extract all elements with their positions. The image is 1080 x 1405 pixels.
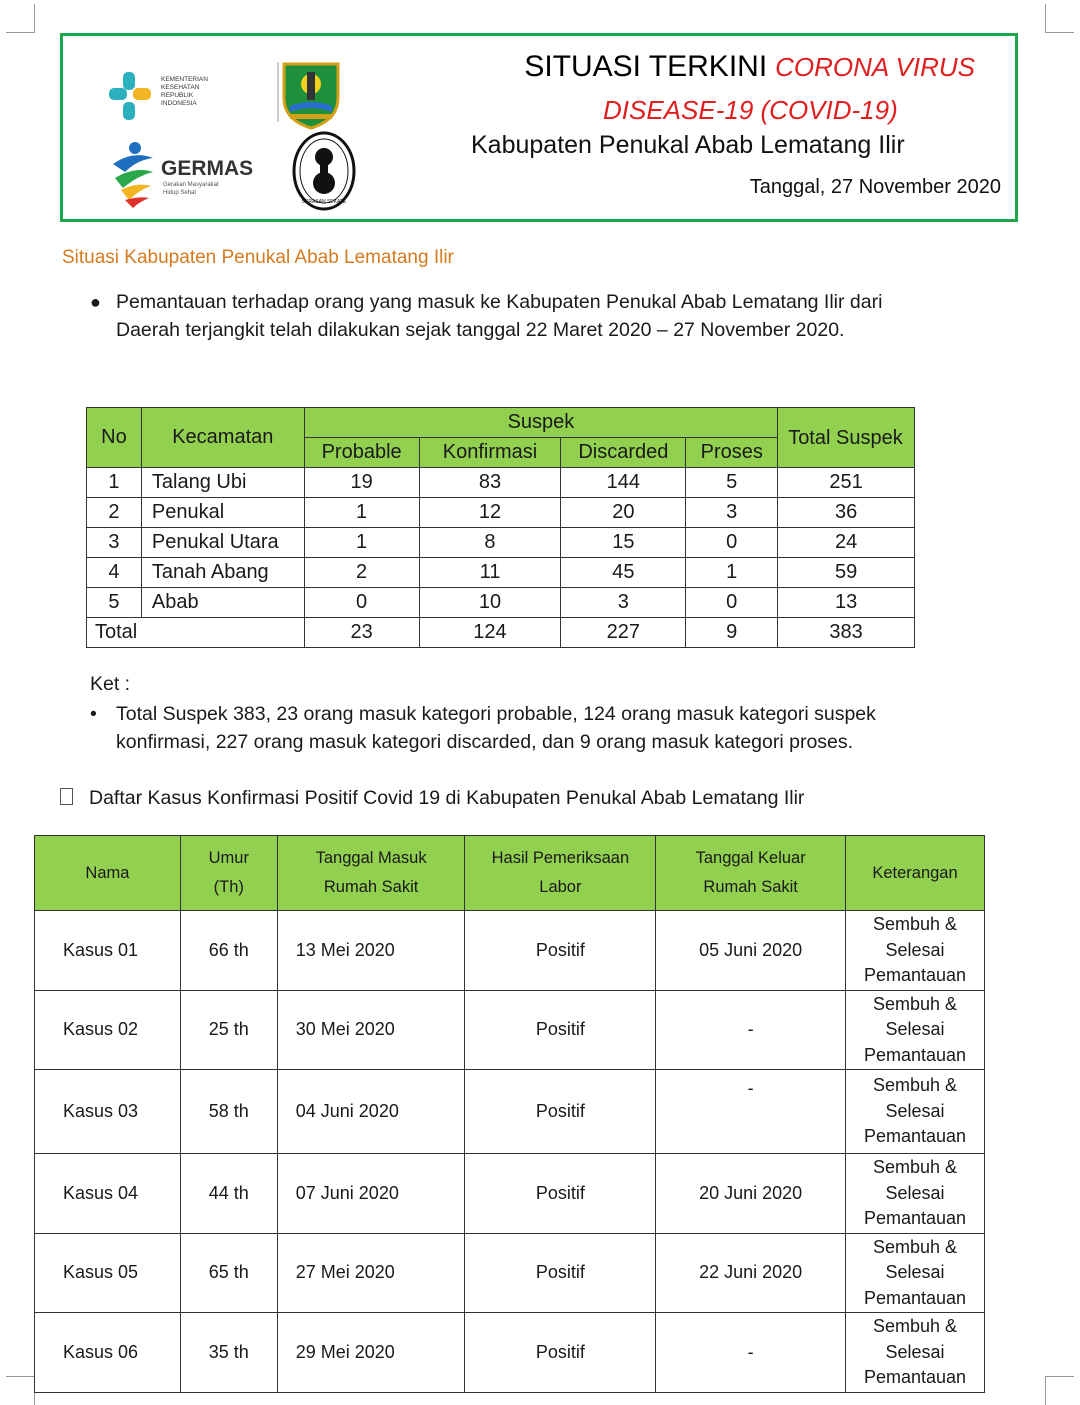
ket-line-2: Selesai (885, 1182, 945, 1203)
cell-tgl-keluar: - (656, 1070, 846, 1154)
col-header-tgl-keluar-2: Rumah Sakit (703, 878, 798, 896)
ket-line-2: Selesai (885, 1019, 945, 1039)
table-row (35, 1070, 985, 1154)
missing-glyph-box-icon (60, 788, 73, 805)
ket-line-1: Sembuh & (872, 1316, 958, 1336)
col-header-probable: Probable (304, 438, 419, 468)
table-row (87, 558, 915, 588)
col-header-suspek: Suspek (304, 408, 778, 438)
cell-tgl-masuk: 04 Juni 2020 (277, 1070, 465, 1154)
ket-bullet-symbol: • (90, 703, 97, 725)
crop-mark-bottom-right (1045, 1376, 1074, 1405)
cell-keterangan (846, 990, 985, 1070)
kemenkes-logo-text-3: REPUBLIK (161, 92, 194, 99)
cell-nama: Kasus 06 (35, 1313, 181, 1393)
ket-line-2: Selesai (885, 1100, 945, 1121)
cell-probable: 1 (304, 498, 419, 528)
col-header-umur (180, 836, 277, 911)
cell-kecamatan: Penukal Utara (141, 528, 304, 558)
cell-kecamatan: Talang Ubi (141, 468, 304, 498)
cell-hasil: Positif (465, 1233, 656, 1313)
situasi-bullet-text: Pemantauan terhadap orang yang masuk ke Kabupaten Penukal Abab Lematang Ilir dari Daerah terjangkit telah dilakukan sejak tanggal 22 Maret 2020 – 27 November 2020. (116, 291, 883, 341)
col-header-tgl-keluar (656, 836, 846, 911)
ket-line-2: Selesai (885, 939, 945, 960)
cell-tgl-keluar: 20 Juni 2020 (656, 1154, 846, 1234)
cell-hasil: Positif (465, 1070, 656, 1154)
germas-logo (107, 138, 267, 210)
cell-proses: 1 (686, 558, 778, 588)
cell-total-label: Total (87, 618, 305, 648)
cell-total-total: 383 (778, 618, 915, 648)
kasus-heading (60, 787, 804, 810)
cell-tgl-keluar: 05 Juni 2020 (656, 911, 846, 991)
cell-proses: 3 (686, 498, 778, 528)
ket-line-3: Pemantauan (863, 1287, 967, 1308)
report-header (60, 33, 1018, 222)
cell-total: 59 (778, 558, 915, 588)
ket-bullet-text: Total Suspek 383, 23 orang masuk kategori probable, 124 orang masuk kategori suspek konfirmasi, 227 orang masuk kategori discarded, dan 9 orang masuk kategori proses. (116, 703, 876, 753)
situasi-bullet (90, 288, 910, 344)
ket-line-1: Sembuh & (872, 1236, 958, 1257)
col-header-hasil-1: Hasil Pemeriksaan (491, 849, 630, 867)
cell-umur: 66 th (180, 911, 277, 991)
cell-keterangan (846, 1070, 985, 1154)
kemenkes-logo-text-4: INDONESIA (161, 100, 197, 107)
table-row (87, 588, 915, 618)
cell-konfirmasi: 11 (419, 558, 561, 588)
ket-line-2: Selesai (885, 1341, 945, 1362)
cell-konfirmasi: 8 (419, 528, 561, 558)
germas-logo-text: GERMAS (161, 157, 254, 180)
cell-umur: 44 th (180, 1154, 277, 1234)
col-header-total-suspek: Total Suspek (778, 408, 915, 468)
col-header-discarded: Discarded (561, 438, 686, 468)
kasus-table (34, 835, 985, 1393)
cell-probable: 0 (304, 588, 419, 618)
table-row (35, 1154, 985, 1234)
germas-logo-sub-1: Gerakan Masyarakat (163, 182, 219, 188)
suspek-table (86, 407, 915, 648)
col-header-tgl-masuk-1: Tanggal Masuk (315, 849, 427, 867)
cell-no: 3 (87, 528, 142, 558)
cell-total: 251 (778, 468, 915, 498)
kasus-heading-text: Daftar Kasus Konfirmasi Positif Covid 19 di Kabupaten Penukal Abab Lematang Ilir (89, 787, 805, 809)
cell-kecamatan: Abab (141, 588, 304, 618)
cell-total-proses: 9 (686, 618, 778, 648)
cell-kecamatan: Tanah Abang (141, 558, 304, 588)
cell-total: 36 (778, 498, 915, 528)
col-header-umur-2: (Th) (213, 878, 244, 896)
cell-discarded: 45 (561, 558, 686, 588)
cell-tgl-masuk: 29 Mei 2020 (277, 1313, 465, 1393)
cell-konfirmasi: 10 (419, 588, 561, 618)
col-header-tgl-masuk (277, 836, 465, 911)
germas-logo-sub-2: Hidup Sehat (163, 190, 197, 196)
col-header-hasil-2: Labor (539, 878, 582, 896)
col-header-umur-1: Umur (208, 849, 249, 867)
cell-umur: 65 th (180, 1233, 277, 1313)
cell-hasil: Positif (465, 911, 656, 991)
cell-keterangan (846, 1154, 985, 1234)
col-header-kecamatan: Kecamatan (141, 408, 304, 468)
cell-tgl-keluar: 22 Juni 2020 (656, 1233, 846, 1313)
situasi-heading: Situasi Kabupaten Penukal Abab Lematang Ilir (62, 247, 454, 268)
cell-probable: 2 (304, 558, 419, 588)
cell-tgl-masuk: 30 Mei 2020 (277, 990, 465, 1070)
ket-line-1: Sembuh & (872, 1157, 958, 1177)
cell-total: 24 (778, 528, 915, 558)
col-header-no: No (87, 408, 142, 468)
cell-keterangan (846, 1233, 985, 1313)
col-header-nama: Nama (35, 836, 181, 911)
report-title-red-1: CORONA VIRUS (775, 52, 975, 82)
col-header-hasil (465, 836, 656, 911)
pali-emblem-logo (276, 58, 346, 130)
col-header-tgl-masuk-2: Rumah Sakit (323, 878, 419, 896)
cell-discarded: 144 (561, 468, 686, 498)
cell-tgl-keluar: - (656, 990, 846, 1070)
cell-nama: Kasus 05 (35, 1233, 181, 1313)
cell-tgl-masuk: 13 Mei 2020 (277, 911, 465, 991)
cell-no: 4 (87, 558, 142, 588)
cell-nama: Kasus 03 (35, 1070, 181, 1154)
col-header-keterangan: Keterangan (846, 836, 985, 911)
col-header-konfirmasi: Konfirmasi (419, 438, 561, 468)
crop-mark-bottom-left (6, 1376, 35, 1405)
report-title (524, 50, 975, 84)
ket-line-1: Sembuh & (872, 1075, 958, 1096)
cell-total-konfirmasi: 124 (419, 618, 561, 648)
crop-mark-top-left (6, 4, 35, 33)
cell-tgl-masuk: 07 Juni 2020 (277, 1154, 465, 1234)
cell-proses: 5 (686, 468, 778, 498)
report-title-main: SITUASI TERKINI (524, 50, 768, 83)
table-row (35, 1233, 985, 1313)
cell-nama: Kasus 04 (35, 1154, 181, 1234)
ket-line-3: Pemantauan (863, 965, 967, 985)
cell-total: 13 (778, 588, 915, 618)
table-row (35, 990, 985, 1070)
ket-line-1: Sembuh & (872, 993, 958, 1014)
report-date: Tanggal, 27 November 2020 (749, 176, 1001, 198)
ket-label: Ket : (90, 673, 131, 695)
cell-total-discarded: 227 (561, 618, 686, 648)
kemenkes-logo-text-1: KEMENTERIAN (161, 76, 208, 83)
cell-tgl-keluar: - (656, 1313, 846, 1393)
table-row (35, 911, 985, 991)
bullet-dot-icon: ● (90, 292, 101, 312)
ket-line-3: Pemantauan (863, 1367, 967, 1387)
report-title-red-2: DISEASE-19 (COVID-19) (603, 95, 898, 125)
cell-nama: Kasus 02 (35, 990, 181, 1070)
col-header-proses: Proses (686, 438, 778, 468)
cell-hasil: Positif (465, 990, 656, 1070)
cell-discarded: 15 (561, 528, 686, 558)
ket-bullet (90, 700, 970, 756)
cell-discarded: 20 (561, 498, 686, 528)
cell-probable: 1 (304, 528, 419, 558)
ket-line-1: Sembuh & (872, 914, 958, 934)
cell-no: 5 (87, 588, 142, 618)
ket-line-3: Pemantauan (863, 1126, 967, 1147)
ket-line-2: Selesai (885, 1262, 945, 1282)
cell-proses: 0 (686, 588, 778, 618)
cell-konfirmasi: 83 (419, 468, 561, 498)
table-row (87, 468, 915, 498)
cell-keterangan (846, 1313, 985, 1393)
cell-no: 2 (87, 498, 142, 528)
cell-probable: 19 (304, 468, 419, 498)
cell-konfirmasi: 12 (419, 498, 561, 528)
cell-umur: 58 th (180, 1070, 277, 1154)
table-row (35, 1313, 985, 1393)
kemenkes-logo (107, 68, 227, 124)
cell-no: 1 (87, 468, 142, 498)
cell-total-probable: 23 (304, 618, 419, 648)
kemenkes-logo-text-2: KESEHATAN (161, 84, 200, 91)
cell-keterangan (846, 911, 985, 991)
col-header-tgl-keluar-1: Tanggal Keluar (695, 849, 806, 867)
cell-umur: 25 th (180, 990, 277, 1070)
cell-proses: 0 (686, 528, 778, 558)
stamp-logo-text: SERASAN SEKATE (301, 199, 347, 205)
table-total-row (87, 618, 915, 648)
cell-kecamatan: Penukal (141, 498, 304, 528)
cell-tgl-masuk: 27 Mei 2020 (277, 1233, 465, 1313)
cell-umur: 35 th (180, 1313, 277, 1393)
ket-line-3: Pemantauan (863, 1044, 967, 1065)
ket-line-3: Pemantauan (863, 1208, 967, 1228)
cell-hasil: Positif (465, 1154, 656, 1234)
crop-mark-top-right (1045, 4, 1074, 33)
cell-nama: Kasus 01 (35, 911, 181, 991)
table-row (87, 528, 915, 558)
cell-hasil: Positif (465, 1313, 656, 1393)
serasan-sekate-stamp-logo (291, 131, 357, 211)
report-region: Kabupaten Penukal Abab Lematang Ilir (471, 131, 905, 159)
cell-discarded: 3 (561, 588, 686, 618)
table-row (87, 498, 915, 528)
